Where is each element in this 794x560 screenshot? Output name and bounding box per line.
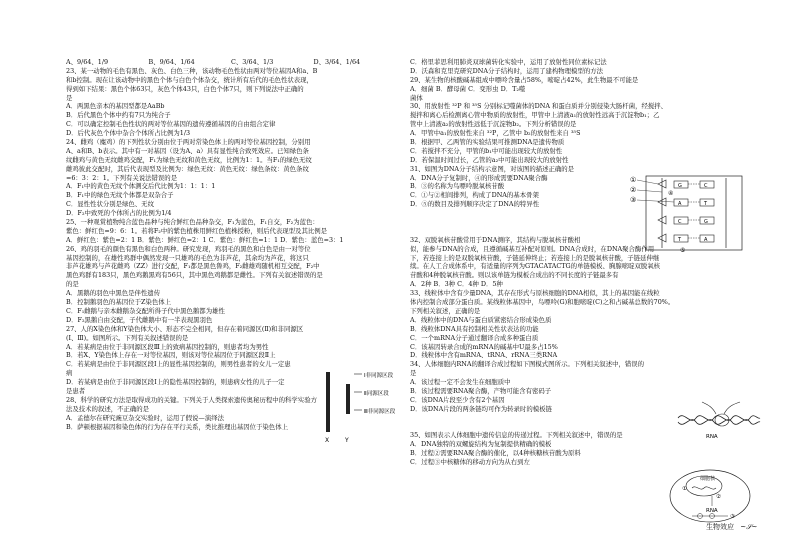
left-line: =6：3：2：1。下列有关说法错误的是 (66, 173, 178, 182)
left-line: 病 (66, 369, 73, 378)
base-4: T (704, 201, 708, 207)
right-line: 菌体 (410, 93, 423, 102)
left-line: A．F₁中的黄色无纹个体测交后代比例为1：1：1：1 (66, 182, 216, 191)
right-line: B．根据甲、乙两管的实验结果可推测DNA是遗传物质 (410, 138, 565, 147)
left-line: A．孟德尔在研究豌豆杂交实验时，运用了假说—演绎法 (66, 413, 224, 422)
left-line: A．若某病是由位于非同源区段Ⅲ上的致病基因控制的，则患者均为男性 (66, 342, 269, 351)
left-line: 非芦花雄鸡与芦花雌鸡（ZZ）进行交配，F₁都是黑色鲁鸡，F₂雌雄鸡随机相互交配，F₂中 (66, 262, 320, 271)
right-line: A．DNA分子复制时，④的形成需要DNA聚合酶 (410, 173, 548, 182)
right-line: 是 (410, 369, 417, 378)
left-line: 紫色：鲜红色=9：6：1。若将F₂中的紫色植株用鲜红色植株授粉，则后代表现型及其比例是 (66, 226, 327, 235)
right-line: 34、人体细胞内RNA的翻译合成过程如下图模式图所示。下列相关叙述中，错误的 (410, 360, 645, 369)
transcription-diagram (676, 400, 762, 440)
right-line: A．该过程一定不会发生在细胞质中 (410, 378, 511, 387)
left-line: B．控制鹅羽色的基因位于Z染色体上 (66, 298, 171, 307)
left-line: C．可以确定控制毛色性状的两对等位基因的遗传遵循基因的自由组合定律 (66, 120, 276, 129)
right-line: A．线粒体中的DNA与蛋白质紧密结合形成染色质 (410, 315, 552, 324)
left-line: B．萨顿根据基因和染色体的行为存在平行关系，类比推理出基因位于染色体上 (66, 422, 288, 431)
left-line: A．黑鹅的羽色中黑色是伴性遗传 (66, 289, 161, 298)
option-d: D、3/64、1/64 (313, 58, 361, 66)
left-line: 得到如下结果：黑色个体63只，灰色个体43只，白色个体7只，则下列说法中正确的 (66, 84, 304, 93)
cell-num-1: ① (682, 486, 687, 492)
right-line: 搅拌和离心后检测离心管中物质的放射性，甲管中上清液a₁的放射性远高于沉淀物b₁；乙 (410, 111, 660, 120)
right-line: D．若保温时间过长，乙管的a₂中可能出现较大的放射性 (410, 155, 569, 164)
base-7: T (678, 237, 682, 243)
cell-diagram (668, 468, 752, 524)
dna-label-3: ③ (630, 196, 637, 204)
left-line: 28、科学的研究方法是取得成功的关键。下列关于人类探索遗传奥秘历程中的科学实验方 (66, 395, 317, 404)
left-line: 的是 (66, 280, 79, 289)
left-line: D．后代灰色个体中杂合个体所占比例为1/3 (66, 129, 191, 138)
right-line: A．2种 B．3种 C．4种 D．5种 (410, 280, 503, 289)
left-line: 是患者 (66, 386, 86, 395)
left-line: 雌鸡彼此交配时，其后代表现型及比例为：绿色无纹：黄色无纹：绿色条纹：黄色条纹 (66, 164, 309, 173)
right-line: C．一个mRNA分子通过翻译合成多种蛋白质 (410, 333, 539, 342)
left-line: A．鲜红色：紫色=2：1 B．紫色：鲜红色=2：1 C．紫色：鲜红色=1：1 D．紫色：蓝色=3：1 (66, 235, 344, 244)
left-line: 26、鸡的羽毛的颜色有黑色和白色两种。研究发现，鸡羽毛的黑色和白色是由一对等位 (66, 244, 311, 253)
right-line: 续。在人工合成体系中，有适量的序列为GTACATACTG的单链模板、胸腺嘧啶双脱氧核 (410, 262, 661, 271)
right-line: A．DNA独特的双螺旋结构为复制提供精确的模板 (410, 440, 552, 449)
right-line: 33、线粒体中含有少量DNA，其存在形式与原核细胞的DNA相似，其上的基因能在线粒 (410, 289, 660, 298)
x-chromosome (326, 372, 330, 432)
left-line: A．两黑色亲本的基因型都是AaBb (66, 102, 165, 111)
base-pair-row-3 (658, 216, 714, 225)
right-line: C．过程③中核糖体的移动方向为从右到左 (410, 458, 530, 467)
left-line: D．F₂黑鹅自由交配，子代雌鹅中有一半表现黑羽色 (66, 315, 213, 324)
left-line: 基因控制的，在雄性鸡群中偶然发现一只雄鸡的毛色为非芦花，其余均为芦花，将这只 (66, 253, 309, 262)
right-line: 32、双脱氧核苷酸常用于DNA测序，其结构与脱氧核苷酸相 (410, 235, 581, 244)
right-line: B．线粒体DNA具有控制相关性状表达的功能 (410, 324, 539, 333)
option-b: B、9/64、1/64 (148, 58, 195, 66)
right-line: C．格里菲思利用肺炎双球菌转化实验中，运用了放射性同位素标记法 (410, 58, 607, 66)
cell-num-3: ③ (730, 514, 735, 520)
dna-label-2: ② (630, 186, 637, 194)
q22-options (66, 58, 396, 67)
region-label-1: Ⅰ非同源区段 (364, 373, 394, 379)
left-line: 23、某一动物的毛色有黑色、灰色、白色三种，该动物毛色性状由两对等位基因A和a、B (66, 66, 318, 75)
page-footer (706, 522, 757, 532)
option-a: A、9/64、1/9 (66, 58, 109, 66)
left-line: 和b控制。现在让该动物中的黑色个体与白色个体杂交，统计所有后代的毛色性状表现， (66, 75, 313, 84)
left-line: B．后代黑色个体中约有7只为纯合子 (66, 111, 171, 120)
right-line: A．细菌 B．酵母菌 C．变形虫 D．T₂噬 (410, 84, 526, 93)
right-line: 30、用放射性 ³²P 和 ³⁵S 分别标记噬菌体的DNA 和蛋白质并分别侵染大肠杆菌，经搅拌、 (410, 102, 668, 111)
right-line: C．①与②相间排列，构成了DNA的基本骨架 (410, 191, 539, 200)
left-line: B．F₁中的绿色无纹个体都是双杂合子 (66, 191, 174, 200)
left-line: 法及技术的叙述，不正确的是 (66, 404, 150, 413)
dna-label-1: ① (630, 176, 637, 184)
signature-mark: ~𝒮~ (740, 523, 758, 531)
base-pair-row-1 (658, 180, 714, 189)
base-6: G (704, 219, 708, 225)
right-line: A．甲管中a₁的放射性来自 ³²P，乙管中 b₂的放射性来自 ³⁵S (410, 129, 581, 138)
region-label-3: Ⅲ非同源区段 (364, 409, 396, 415)
left-line: D．若某病是由位于非同源区段Ⅰ上的隐性基因控制的，则患病女性的儿子一定 (66, 378, 285, 387)
cell-num-2: ② (716, 494, 721, 500)
left-line: (Ⅰ、Ⅲ)。如图所示。下列有关叙述错误的是 (66, 333, 189, 342)
right-line: 29、某生物的核酸碱基组成中嘌呤含量占58%，嘧啶占42%，此生物最不可能是 (410, 75, 639, 84)
base-2: C (704, 183, 708, 189)
region-label-2: Ⅱ同源区段 (364, 391, 389, 397)
right-line: 体内控制合成部分蛋白质。某线粒体基因中，鸟嘌呤(G)和胞嘧啶(C)之和占碱基总数的70%。 (410, 298, 675, 307)
right-line: C．该DNA片段至少含有2个基因 (410, 395, 505, 404)
rna-label: RNA (706, 434, 718, 440)
y-label: Y (345, 437, 349, 444)
right-line: 管中上清液a₂的放射性远低于沉淀物b₂。下列分析错误的是 (410, 120, 577, 129)
right-line: 35、如图表示人体细胞中遗传信息的传递过程。下列相关叙述中，错误的是 (410, 431, 623, 440)
left-line: 27、人的X染色体和Y染色体大小、形态不完全相同，但存在着同源区(Ⅱ)和非同源区 (66, 324, 304, 333)
base-5: C (678, 219, 682, 225)
left-line: 是 (66, 93, 73, 102)
right-line: D．该DNA片段的两条链均可作为转录时的模板链 (410, 404, 552, 413)
right-line: C．该基因转录合成的mRNA的碱基中U最多占15% (410, 342, 558, 351)
chromosome-diagram (318, 370, 410, 446)
right-line: 31、如图为DNA分子结构示意图，对该图的描述正确的是 (410, 164, 575, 173)
right-line: B．过程②需要RNA聚合酶的催化，以4种核糖核苷酸为原料 (410, 449, 581, 458)
cell-rna-label: RNA (706, 508, 718, 514)
right-line: 下列相关叙述，正确的是 (410, 306, 481, 315)
base-8: A (704, 237, 708, 243)
right-line: B．③的名称为鸟嘌呤脱氧核苷酸 (410, 182, 505, 191)
footer-subject: 生物效应 (706, 523, 734, 531)
base-3: A (678, 201, 682, 207)
y-chromosome (346, 384, 350, 414)
base-pair-row-2 (658, 198, 714, 207)
dna-label-5: ⑤ (680, 247, 686, 254)
base-pair-row-4 (658, 234, 714, 243)
left-line: C．F₁雌鹅与亲本雌鹅杂交配所得子代中黑色鹅都为雄性 (66, 306, 225, 315)
right-line: 下，若连接上的是双脱氧核苷酸，子链延伸终止；若连接上的是脱氧核苷酸，子链延伸继 (410, 253, 660, 262)
right-line: 似，能参与DNA的合成，且遵循碱基互补配对原则。DNA合成时，在DNA聚合酶作用 (410, 244, 655, 253)
right-line: D．线粒体中含有mRNA、tRNA、rRNA三类RNA (410, 351, 558, 360)
dna-structure-diagram (628, 170, 748, 254)
right-line: C．若搅拌不充分，甲管的b₁中可能出现较大的放射性 (410, 146, 563, 155)
left-line: 纹雌鸡与黄色无纹雌鸡交配，F₁为绿色无纹和黄色无纹，比例为1：1。当F₁的绿色无纹 (66, 155, 312, 164)
left-line: C．显性性状分别是绿色、无纹 (66, 200, 154, 209)
nucleus-label: 细胞核 (700, 476, 716, 482)
right-line: B．该过程需要RNA聚合酶，产物可能含有密码子 (410, 386, 552, 395)
right-line: D．⑤的数目及排列顺序决定了DNA的特异性 (410, 200, 540, 209)
dna-label-4: ④ (668, 190, 674, 197)
left-line: B．若X、Y染色体上存在一对等位基因，则该对等位基因位于同源区段Ⅱ上 (66, 351, 276, 360)
right-line: 苷酸和4种脱氧核苷酸。则以该单链为模板合成出的不同长度的子链最多有 (410, 271, 619, 280)
base-1: G (678, 183, 682, 189)
left-line: A、a和B、b表示。其中有一对基因（设为A、a）具有显性纯合致死效应。已知绿色条 (66, 146, 309, 155)
x-label: X (325, 437, 330, 444)
left-line: 黑色鸡群有183只，黑色鸡鹅黑鸡有56只，其中黑色鸡鹅都是雌性。下列有关叙述错误的是 (66, 271, 323, 280)
left-line: 25、一种观赏植物纯合蓝色品种与纯合鲜红色品种杂交，F₁为蓝色，F₁自交，F₂为蓝色： (66, 218, 319, 227)
left-line: D．F₂中致死的个体所占的比例为1/4 (66, 209, 172, 218)
right-line: D．沃森和克里克研究DNA分子结构时，运用了建构物理模型的方法 (410, 66, 604, 75)
option-c: C、3/64、1/3 (231, 58, 274, 66)
left-line: C．若某病是由位于非同源区段Ⅰ上的显性基因控制的，则男性患者的女儿一定患 (66, 360, 291, 369)
left-line: 24、雌鸡（麋鸡）的下列性状分别由位于两对常染色体上的两对等位基因控制，分别用 (66, 138, 311, 147)
